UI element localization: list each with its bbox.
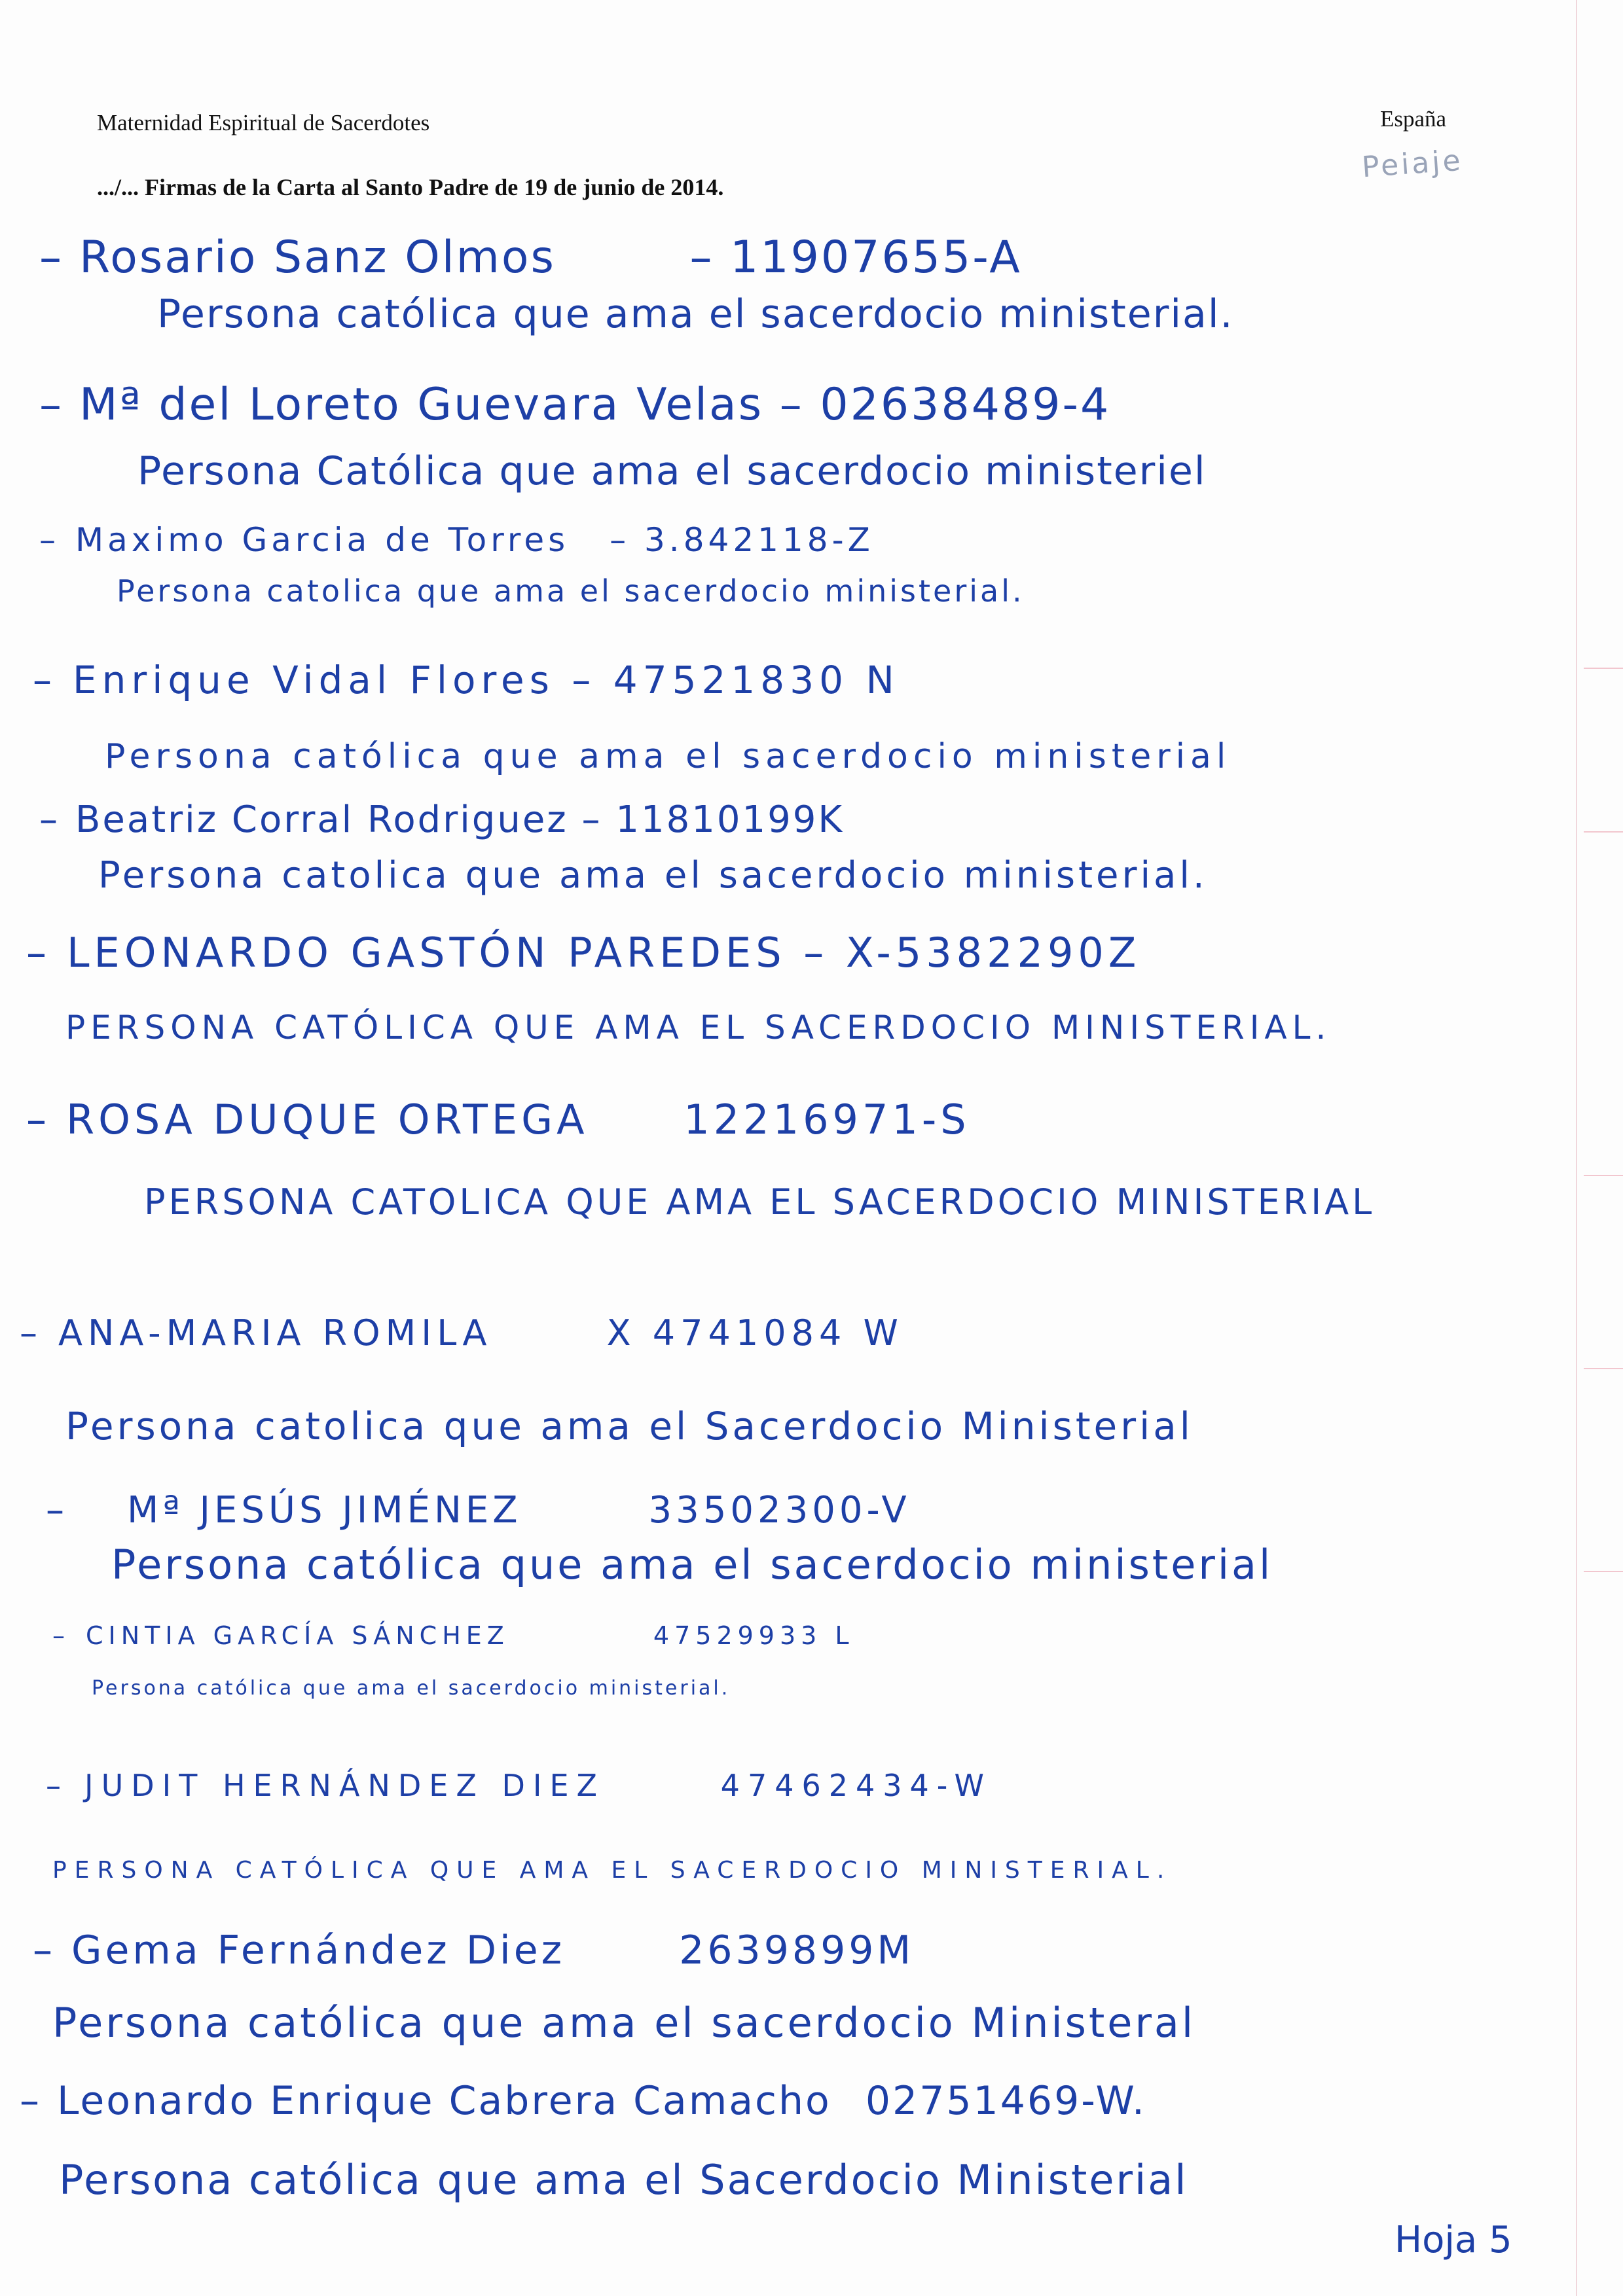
signature-name-line: – ANA-MARIA ROMILA X 4741084 W: [20, 1312, 903, 1354]
page-edge-line: [1576, 0, 1577, 2296]
signer-id: 02638489-4: [820, 379, 1111, 431]
signer-name: Mª JESÚS JIMÉNEZ: [127, 1489, 522, 1532]
signer-id: 2639899M: [679, 1928, 915, 1973]
margin-tick: [1584, 1571, 1623, 1572]
signer-name: Gema Fernández Diez: [71, 1928, 566, 1973]
signature-name-line: – Beatriz Corral Rodriguez – 11810199K: [39, 798, 845, 841]
signature-name-line: – Mª del Loreto Guevara Velas – 02638489-4: [39, 379, 1111, 431]
signature-statement: Persona católica que ama el sacerdocio ministerial: [105, 737, 1231, 776]
page-number-label: Hoja 5: [1395, 2219, 1512, 2261]
document-title: .../... Firmas de la Carta al Santo Padre de 19 de junio de 2014.: [97, 174, 724, 200]
signer-name: LEONARDO GASTÓN PAREDES: [67, 929, 786, 977]
handwritten-stamp: Peiaje: [1360, 143, 1465, 185]
signature-name-line: – JUDIT HERNÁNDEZ DIEZ 47462434-W: [46, 1768, 993, 1803]
signer-name: ANA-MARIA ROMILA: [58, 1312, 492, 1354]
signature-name-line: – Gema Fernández Diez 2639899M: [33, 1928, 915, 1973]
signature-name-line: – Mª JESÚS JIMÉNEZ 33502300-V: [46, 1489, 911, 1532]
signature-statement: Persona católica que ama el Sacerdocio Ministerial: [59, 2156, 1188, 2204]
signer-name: ROSA DUQUE ORTEGA: [66, 1096, 589, 1143]
signer-name: CINTIA GARCÍA SÁNCHEZ: [86, 1621, 509, 1650]
country-label: España: [1380, 106, 1447, 132]
margin-tick: [1584, 831, 1623, 833]
signer-id: 3.842118-Z: [644, 521, 874, 559]
signer-name: Mª del Loreto Guevara Velas: [79, 379, 764, 431]
signature-name-line: – ROSA DUQUE ORTEGA 12216971-S: [26, 1096, 970, 1143]
signature-name-line: – CINTIA GARCÍA SÁNCHEZ 47529933 L: [52, 1621, 854, 1650]
signature-statement: Persona catolica que ama el sacerdocio ministerial.: [98, 854, 1208, 897]
signer-name: JUDIT HERNÁNDEZ DIEZ: [84, 1768, 606, 1803]
signature-statement: Persona catolica que ama el Sacerdocio Ministerial: [65, 1404, 1194, 1448]
signature-statement: Persona Católica que ama el sacerdocio ministeriel: [137, 448, 1207, 494]
signer-id: X-5382290Z: [846, 929, 1141, 977]
signature-name-line: – Enrique Vidal Flores – 47521830 N: [33, 658, 900, 702]
signature-statement: PERSONA CATÓLICA QUE AMA EL SACERDOCIO MINISTERIAL.: [65, 1009, 1332, 1047]
signature-statement: Persona católica que ama el sacerdocio ministerial.: [157, 291, 1234, 337]
signer-name: Enrique Vidal Flores: [73, 658, 555, 702]
signer-id: 47521830 N: [613, 658, 900, 702]
signer-name: Leonardo Enrique Cabrera Camacho: [57, 2078, 831, 2124]
signature-statement: Persona católica que ama el sacerdocio ministerial.: [92, 1677, 731, 1700]
signature-name-line: – LEONARDO GASTÓN PAREDES – X-5382290Z: [26, 929, 1141, 977]
signer-id: 33502300-V: [648, 1489, 911, 1532]
signature-statement: Persona católica que ama el sacerdocio ministerial: [111, 1541, 1273, 1588]
organization-name: Maternidad Espiritual de Sacerdotes: [97, 110, 430, 135]
signer-name: Rosario Sanz Olmos: [79, 232, 556, 283]
signer-name: Beatriz Corral Rodriguez: [75, 798, 568, 841]
signature-statement: PERSONA CATOLICA QUE AMA EL SACERDOCIO MINISTERIAL: [144, 1181, 1376, 1223]
signature-statement: Persona catolica que ama el sacerdocio ministerial.: [117, 573, 1025, 609]
signature-statement: PERSONA CATÓLICA QUE AMA EL SACERDOCIO MINISTERIAL.: [52, 1857, 1173, 1884]
signer-id: 47529933 L: [653, 1621, 854, 1650]
signer-id: 02751469-W.: [865, 2078, 1146, 2124]
signer-id: X 4741084 W: [606, 1312, 903, 1354]
margin-tick: [1584, 1175, 1623, 1176]
margin-tick: [1584, 668, 1623, 669]
signature-name-line: – Rosario Sanz Olmos – 11907655-A: [39, 232, 1022, 283]
signer-id: 11810199K: [615, 798, 845, 841]
signer-id: 11907655-A: [730, 232, 1022, 283]
signature-statement: Persona católica que ama el sacerdocio Ministeral: [52, 1999, 1196, 2047]
margin-tick: [1584, 1368, 1623, 1369]
signer-id: 47462434-W: [720, 1768, 993, 1803]
signer-id: 12216971-S: [684, 1096, 970, 1143]
signature-name-line: – Maximo Garcia de Torres – 3.842118-Z: [39, 521, 874, 559]
signature-name-line: – Leonardo Enrique Cabrera Camacho 02751469-W.: [20, 2078, 1146, 2124]
signer-name: Maximo Garcia de Torres: [75, 521, 570, 559]
